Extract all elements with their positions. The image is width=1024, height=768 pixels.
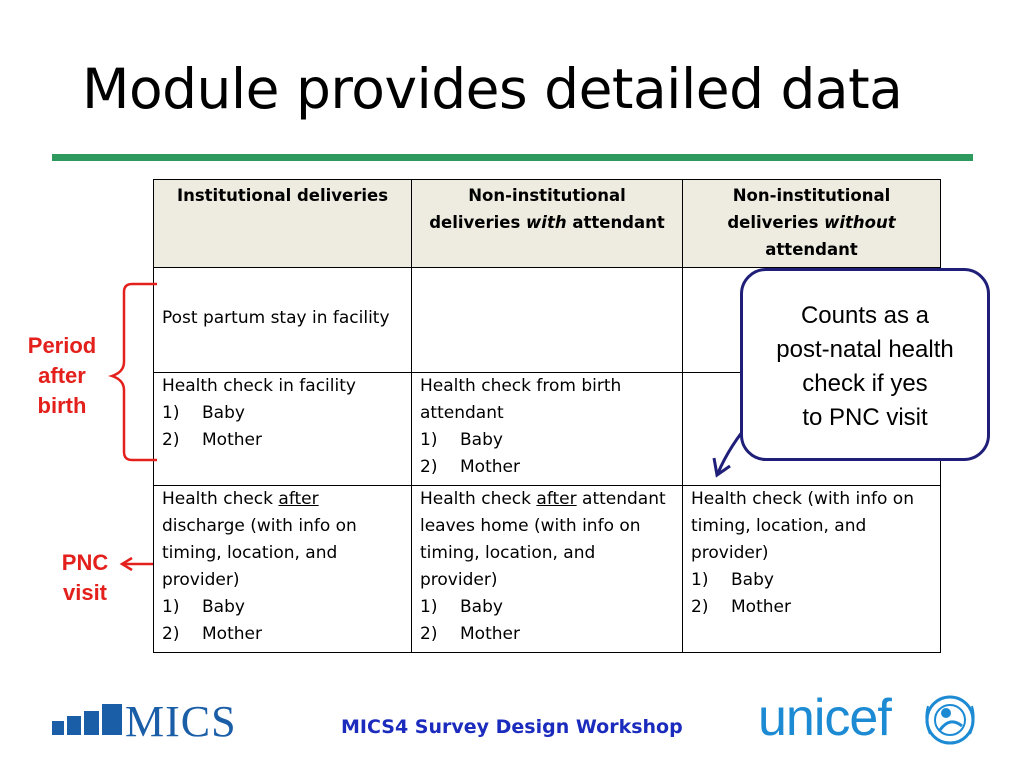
pnc-callout: Counts as a post-natal health check if yes to PNC visit <box>740 268 990 461</box>
mics-logo-text: MICS <box>125 697 237 746</box>
list-item: 1) Baby <box>420 430 503 450</box>
workshop-footer: MICS4 Survey Design Workshop <box>341 716 683 738</box>
list-item: 2) Mother <box>420 457 520 477</box>
table-cell: Health check after discharge (with info on timing, location, and provider) 1) Baby 2) Mother <box>154 486 412 653</box>
table-cell: Health check after attendant leaves home (with info on timing, location, and provider) 1) Baby 2) Mother <box>412 486 683 653</box>
table-cell: Health check (with info on timing, location, and provider) 1) Baby 2) Mother <box>683 486 941 653</box>
list-item: 1) Baby <box>420 597 503 617</box>
header-institutional: Institutional deliveries <box>154 180 412 268</box>
list-item: 2) Mother <box>420 624 520 644</box>
list-item: 1) Baby <box>162 403 245 423</box>
table-cell: Health check from birth attendant 1) Baby 2) Mother <box>412 373 683 486</box>
slide-title: Module provides detailed data <box>82 57 903 121</box>
table-cell: Health check in facility 1) Baby 2) Mother <box>154 373 412 486</box>
header-non-institutional-with: Non-institutional deliveries with attendant <box>412 180 683 268</box>
list-item: 1) Baby <box>162 597 245 617</box>
list-item: 2) Mother <box>162 430 262 450</box>
header-non-institutional-without: Non-institutional deliveries without attendant <box>683 180 941 268</box>
list-item: 1) Baby <box>691 570 774 590</box>
list-item: 2) Mother <box>162 624 262 644</box>
table-cell: Post partum stay in facility <box>154 268 412 373</box>
list-item: 2) Mother <box>691 597 791 617</box>
period-after-birth-label: Period after birth <box>27 333 97 418</box>
pnc-visit-label: PNC visit <box>61 550 109 605</box>
unicef-logo-text: unicef <box>758 689 891 747</box>
